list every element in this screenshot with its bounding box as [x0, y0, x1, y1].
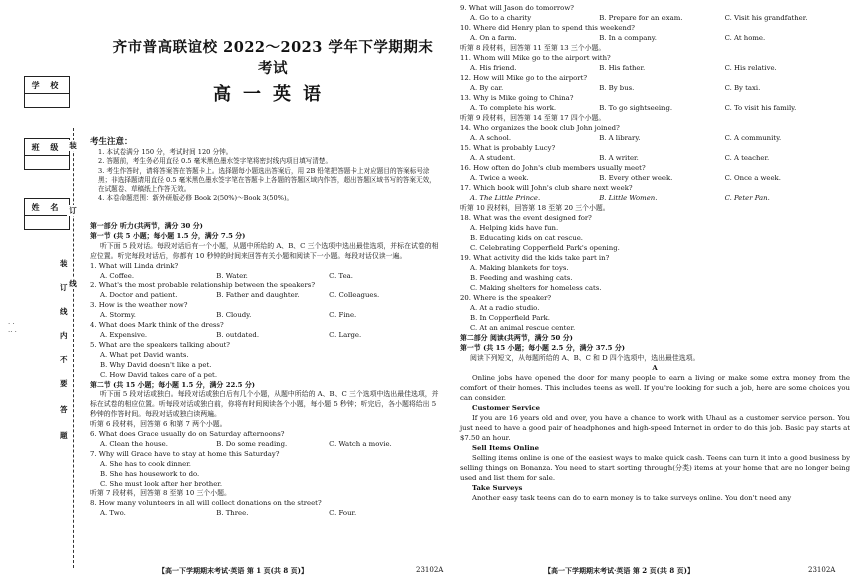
section-heading: 第一节 (共 5 小题；每小题 1.5 分，满分 7.5 分)	[90, 231, 246, 240]
material-note: 听第 10 段材料，回答第 18 至第 20 三个小题。	[460, 204, 610, 212]
passage-subheading: Sell Items Online	[472, 444, 539, 452]
option-b[interactable]: B. Educating kids on cat rescue.	[470, 234, 583, 242]
school-label: 学 校	[31, 80, 63, 90]
options	[460, 33, 850, 43]
option-c[interactable]: C. Fine.	[329, 311, 357, 320]
options	[90, 509, 442, 519]
option-a[interactable]: A. To complete his work.	[470, 104, 557, 112]
part-heading: 第一部分 听力(共两节，满分 30 分)	[90, 222, 203, 230]
option-a[interactable]: A. Go to a charity	[470, 14, 532, 22]
option-b[interactable]: B. Three.	[216, 509, 249, 518]
option-c[interactable]: C. Peter Pan.	[724, 194, 770, 202]
exam-subject: 高一英语	[213, 84, 333, 105]
material-note: 听第 8 段材料，回答第 11 至第 13 三个小题。	[460, 44, 606, 52]
page-footer	[544, 566, 836, 576]
option-b[interactable]: B. Little Women.	[599, 194, 658, 202]
option-a[interactable]: A. She has to cook dinner.	[100, 459, 191, 468]
option-a[interactable]: A. By car.	[470, 84, 504, 92]
side-char: 线	[60, 307, 68, 316]
left-column	[88, 0, 443, 585]
school-box	[24, 76, 70, 108]
option-c[interactable]: C. Colleagues.	[329, 291, 380, 300]
question-13: 13. Why is Mike going to China?	[460, 94, 574, 102]
class-label: 班 级	[31, 142, 63, 152]
options	[90, 311, 442, 321]
options	[460, 83, 850, 93]
option-c[interactable]: C. Visit his grandfather.	[724, 14, 808, 22]
option-c[interactable]: C. Once a week.	[724, 174, 781, 182]
option-b[interactable]: B. Prepare for an exam.	[599, 14, 683, 22]
option-b[interactable]: B. Every other week.	[599, 174, 673, 182]
section-directions: 听下面 5 段对话或独白。每段对话或独白后有几个小题，从题中所给的 A、B、C 三个选项中选出最佳选项，并标在试卷的相应位置。听每段对话或独白前，你将有时间阅读各个小题，每小题 5 秒钟；听完后，各小题将给出 5 秒钟的作答时间。每段对话或独白读两遍。	[90, 390, 439, 419]
side-char: 要	[60, 379, 68, 388]
option-b[interactable]: B. outdated.	[216, 330, 260, 339]
passage-paragraph: Selling items online is one of the easiest ways to make quick cash. Teens can turn it into a good business by selling things on Bonanza. You need to start sorting through(分类) items at your home that are no longer being used and list them for sale.	[460, 454, 850, 482]
option-b[interactable]: B. Father and daughter.	[216, 291, 300, 300]
side-char: 内	[60, 331, 68, 340]
material-note: 听第 7 段材料，回答第 8 至第 10 三个小题。	[90, 489, 231, 498]
question-14: 14. Who organizes the book club John joined?	[460, 124, 620, 132]
option-b[interactable]: B. Water.	[216, 271, 248, 280]
page-footer	[158, 566, 444, 576]
cut-char-2: 订	[67, 205, 79, 216]
class-field[interactable]	[25, 155, 69, 169]
options	[460, 13, 850, 23]
passage-subheading: Customer Service	[472, 404, 541, 412]
side-char: 订	[60, 283, 68, 292]
side-char: 不	[60, 355, 68, 364]
footer-text: 【高一下学期期末考试·英语 第 2 页(共 8 页)】	[544, 566, 694, 575]
option-b[interactable]: B. A library.	[599, 134, 641, 142]
option-c[interactable]: C. How David takes care of a pet.	[100, 370, 218, 379]
part-heading: 第二部分 阅读(共两节，满分 50 分)	[460, 334, 573, 342]
question-19: 19. What activity did the kids take part in?	[460, 254, 610, 262]
question-7: 7. Why will Grace have to stay at home this Saturday?	[90, 449, 280, 458]
option-a[interactable]: A. Stormy.	[100, 311, 136, 320]
option-a[interactable]: A. Two.	[100, 509, 126, 518]
name-field[interactable]	[25, 215, 69, 229]
options	[460, 173, 850, 183]
option-c[interactable]: C. Large.	[329, 330, 362, 339]
option-a[interactable]: A. On a farm.	[470, 34, 517, 42]
option-c[interactable]: C. Watch a movie.	[329, 439, 392, 448]
options	[90, 331, 442, 341]
cut-char-3: 线	[67, 278, 79, 289]
option-a[interactable]: A. Expensive.	[100, 330, 148, 339]
question-6: 6. What does Grace usually do on Saturday afternoons?	[90, 430, 285, 439]
paper-code: 23102A	[808, 566, 836, 574]
option-a[interactable]: A. Twice a week.	[470, 174, 529, 182]
side-char: 装	[60, 259, 68, 268]
options	[460, 103, 850, 113]
section-heading: 第一节 (共 15 小题；每小题 2.5 分，满分 37.5 分)	[460, 344, 626, 352]
option-a[interactable]: A. His friend.	[470, 64, 517, 72]
material-note: 听第 6 段材料，回答第 6 和第 7 两个小题。	[90, 420, 227, 429]
name-box	[24, 198, 70, 230]
option-b[interactable]: B. She has housework to do.	[100, 469, 200, 478]
right-column	[460, 0, 850, 585]
question-3: 3. How is the weather now?	[90, 301, 188, 310]
question-11: 11. Whom will Mike go to the airport with?	[460, 54, 611, 62]
option-a[interactable]: A. Coffee.	[100, 271, 135, 280]
options	[90, 440, 442, 450]
side-char: 答	[60, 405, 68, 414]
passage-subheading: Take Surveys	[472, 484, 523, 492]
option-b[interactable]: B. In a company.	[599, 34, 657, 42]
section-heading: 第二节 (共 15 小题；每小题 1.5 分，满分 22.5 分)	[90, 380, 256, 389]
option-c[interactable]: C. To visit his family.	[724, 104, 797, 112]
name-label: 姓 名	[31, 202, 63, 212]
class-box	[24, 138, 70, 170]
option-c[interactable]: C. A community.	[724, 134, 782, 142]
school-field[interactable]	[25, 93, 69, 107]
question-8: 8. How many volunteers in all will collect donations on the street?	[90, 499, 322, 508]
option-c[interactable]: C. At home.	[724, 34, 766, 42]
listening-section	[90, 222, 442, 519]
material-note: 听第 9 段材料，回答第 14 至第 17 四个小题。	[460, 114, 606, 122]
options	[90, 272, 442, 282]
right-flow	[460, 3, 850, 503]
question-16: 16. How often do John's club members usually meet?	[460, 164, 646, 172]
option-c[interactable]: C. She must look after her brother.	[100, 479, 223, 488]
option-b[interactable]: B. Do some reading.	[216, 439, 288, 448]
side-char: 题	[60, 431, 68, 440]
question-20: 20. Where is the speaker?	[460, 294, 552, 302]
notice-item: 2. 答题前，考生务必用直径 0.5 毫米黑色墨水签字笔将密封线内项目填写清楚。	[98, 157, 333, 166]
option-b[interactable]: B. In Copperfield Park.	[470, 314, 550, 322]
passage-paragraph: Online jobs have opened the door for many people to earn a living or make some extra money from the comfort of their homes. This includes teens as well. If you're looking for such a job, here are some choices you can consider.	[460, 374, 850, 402]
option-b[interactable]: B. Cloudy.	[216, 311, 252, 320]
option-c[interactable]: C. Four.	[329, 509, 357, 518]
option-a[interactable]: A. The Little Prince.	[470, 194, 541, 202]
option-b[interactable]: B. By bus.	[599, 84, 635, 92]
option-b[interactable]: B. To go sightseeing.	[599, 104, 673, 112]
cut-line	[73, 128, 74, 568]
question-1: 1. What will Linda drink?	[90, 261, 179, 270]
question-15: 15. What is probably Lucy?	[460, 144, 556, 152]
option-a[interactable]: A. Doctor and patient.	[100, 291, 178, 300]
binding-margin	[0, 0, 88, 585]
exam-title: 齐市普高联谊校 2022～2023 学年下学期期末考试	[112, 39, 434, 77]
option-c[interactable]: C. A teacher.	[724, 154, 770, 162]
options	[90, 291, 442, 301]
question-2: 2. What's the most probable relationship between the speakers?	[90, 281, 316, 290]
option-c[interactable]: C. Tea.	[329, 271, 353, 280]
option-c[interactable]: C. At an animal rescue center.	[470, 324, 576, 332]
passage-label: A	[652, 364, 658, 372]
question-18: 18. What was the event designed for?	[460, 214, 592, 222]
passage-paragraph: Another easy task teens can do to earn money is to take surveys online. You don't need any	[472, 494, 792, 502]
option-c[interactable]: C. Celebrating Copperfield Park's opening.	[470, 244, 620, 252]
option-b[interactable]: B. A writer.	[599, 154, 639, 162]
option-b[interactable]: B. Why David doesn't like a pet.	[100, 360, 212, 369]
option-a[interactable]: A. A school.	[470, 134, 512, 142]
passage-paragraph: If you are 16 years old and over, you have a chance to work with Uhaul as a customer service person. You just need to have a good pair of headphones and high-speed Internet in order to do this job. Basic pay starts at $7.50 an hour.	[460, 414, 850, 442]
option-a[interactable]: A. Making blankets for toys.	[470, 264, 569, 272]
question-12: 12. How will Mike go to the airport?	[460, 74, 588, 82]
option-c[interactable]: C. Making shelters for homeless cats.	[470, 284, 602, 292]
options	[460, 153, 850, 163]
options	[460, 133, 850, 143]
notice-item: 3. 考生作答时，请将答案答在答题卡上。选择题每小题选出答案后，用 2B 铅笔把答题卡上对应题目的答案标号涂黑；非选择题请用直径 0.5 毫米黑色墨水签字笔在答题卡上各题的答题区域内作答，超出答题区域书写的答案无效，在试题卷、草稿纸上作答无效。	[98, 166, 436, 194]
question-17: 17. Which book will John's club share next week?	[460, 184, 633, 192]
section-directions: 听下面 5 段对话。每段对话后有一个小题，从题中所给的 A、B、C 三个选项中选出最佳选项，并标在试卷的相应位置。听完每段对话后，你都有 10 秒钟的时间来回答有关小题和阅读下一小题。每段对话仅读一遍。	[90, 241, 439, 260]
option-b[interactable]: B. His father.	[599, 64, 646, 72]
option-a[interactable]: A. What pet David wants.	[100, 350, 189, 359]
option-c[interactable]: C. By taxi.	[724, 84, 761, 92]
options	[460, 193, 850, 203]
section-directions: 阅读下列短文，从每题所给的 A、B、C 和 D 四个选项中，选出最佳选项。	[470, 354, 700, 362]
option-a[interactable]: A. Helping kids have fun.	[470, 224, 559, 232]
notice-item: 4. 本卷命题范围：新外研版必修 Book 2(50%)～Book 3(50%)。	[98, 194, 294, 203]
notice-block	[90, 136, 440, 204]
option-a[interactable]: A. A student.	[470, 154, 516, 162]
options	[460, 63, 850, 73]
option-a[interactable]: A. Clean the house.	[100, 439, 168, 448]
option-c[interactable]: C. His relative.	[724, 64, 777, 72]
cut-char-1: 装	[67, 140, 79, 151]
question-9: 9. What will Jason do tomorrow?	[460, 4, 574, 12]
margin-dots: · · ·· ·	[8, 320, 17, 336]
option-a[interactable]: A. At a radio studio.	[470, 304, 540, 312]
question-5: 5. What are the speakers talking about?	[90, 340, 230, 349]
paper-code: 23102A	[416, 566, 444, 574]
option-b[interactable]: B. Feeding and washing cats.	[470, 274, 573, 282]
question-10: 10. Where did Henry plan to spend this weekend?	[460, 24, 635, 32]
notice-heading: 考生注意：	[90, 137, 133, 147]
footer-text: 【高一下学期期末考试·英语 第 1 页(共 8 页)】	[158, 566, 308, 575]
notice-item: 1. 本试卷满分 150 分，考试时间 120 分钟。	[98, 148, 233, 156]
question-4: 4. What does Mark think of the dress?	[90, 321, 224, 330]
